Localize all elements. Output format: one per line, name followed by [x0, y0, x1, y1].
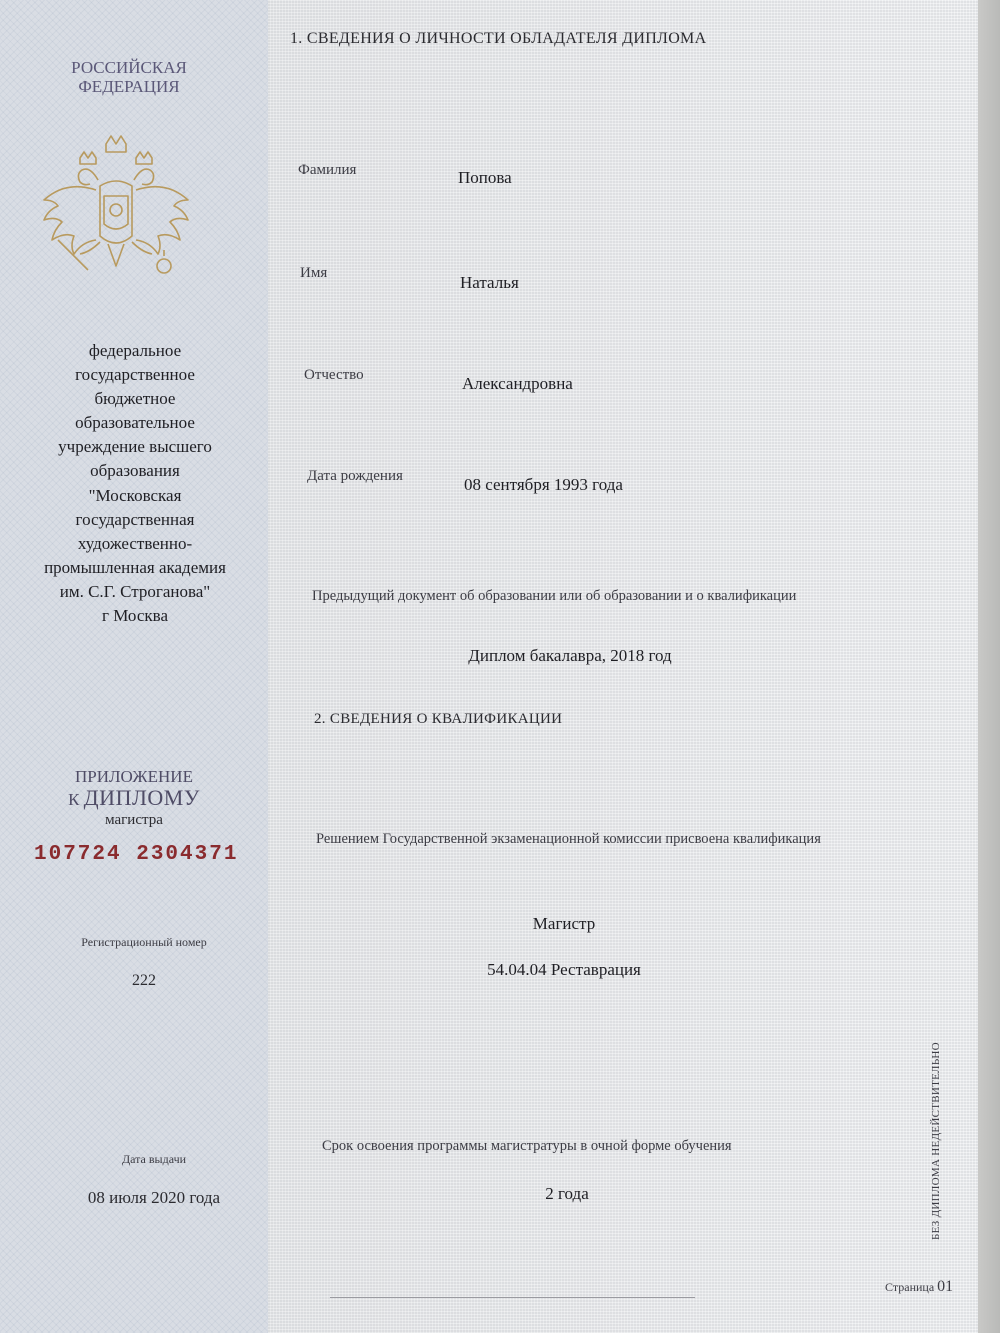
institution-line: государственное — [75, 365, 195, 385]
country-name — [34, 58, 224, 96]
issue-date: 08 июля 2020 года — [87, 1188, 221, 1207]
institution-line: бюджетное — [94, 389, 176, 409]
institution-line: государственная — [75, 509, 195, 529]
patronymic-label: Отчество — [304, 367, 364, 383]
patronymic-value: Александровна — [462, 374, 573, 393]
previous-doc-label: Предыдущий документ об образовании или об образовании и о квалификации — [312, 588, 797, 604]
duration-value: 2 года — [545, 1184, 589, 1203]
duration-label: Срок освоения программы магистратуры в очной форме обучения — [322, 1138, 732, 1154]
page-label: Страница — [885, 1280, 935, 1294]
page-edge-shadow — [978, 0, 1000, 1333]
invalid-without-diploma-note: БЕЗ ДИПЛОМА НЕДЕЙСТВИТЕЛЬНО — [930, 1042, 942, 1240]
institution-line: "Московская — [88, 485, 182, 505]
appendix-title — [44, 766, 224, 810]
country-line-1: РОССИЙСКАЯ — [71, 58, 187, 77]
appendix-prefix: К — [68, 790, 80, 809]
institution-line: учреждение высшего — [58, 437, 212, 457]
institution-line: им. С.Г. Строганова" — [59, 581, 211, 601]
russian-coat-of-arms-icon — [36, 130, 196, 300]
birth-date-label: Дата рождения — [307, 468, 403, 484]
appendix-line-2 — [44, 787, 224, 810]
institution-line: художественно- — [77, 533, 193, 553]
page-number: 01 — [937, 1278, 954, 1295]
qualification-label: Решением Государственной экзаменационной комиссии присвоена квалификация — [316, 831, 821, 847]
surname-label: Фамилия — [298, 162, 357, 178]
institution-name — [30, 339, 240, 628]
surname-value: Попова — [458, 168, 512, 187]
name-label: Имя — [300, 265, 328, 281]
specialty-value: 54.04.04 Реставрация — [487, 960, 641, 979]
registration-label: Регистрационный номер — [81, 935, 207, 949]
degree-level: магистра — [105, 812, 163, 828]
name-value: Наталья — [460, 273, 519, 292]
institution-line: г Москва — [102, 606, 168, 626]
institution-line: федеральное — [88, 341, 182, 360]
registration-number: 222 — [132, 972, 156, 989]
qualification-value: Магистр — [532, 914, 596, 933]
section-2-title: 2. СВЕДЕНИЯ О КВАЛИФИКАЦИИ — [314, 711, 563, 727]
appendix-line-1: ПРИЛОЖЕНИЕ — [75, 767, 193, 786]
appendix-main: ДИПЛОМУ — [83, 785, 200, 810]
page-indicator — [885, 1278, 953, 1296]
issue-date-label: Дата выдачи — [121, 1152, 187, 1166]
section-1-title: 1. СВЕДЕНИЯ О ЛИЧНОСТИ ОБЛАДАТЕЛЯ ДИПЛОМА — [290, 30, 707, 47]
bottom-rule — [330, 1297, 695, 1298]
country-line-2: ФЕДЕРАЦИЯ — [78, 77, 180, 96]
serial-number: 107724 2304371 — [34, 843, 239, 866]
institution-line: образования — [90, 461, 180, 481]
institution-line: промышленная академия — [44, 557, 226, 577]
birth-date-value: 08 сентября 1993 года — [464, 475, 623, 494]
institution-line: образовательное — [75, 413, 195, 433]
previous-doc-value: Диплом бакалавра, 2018 год — [468, 646, 672, 665]
